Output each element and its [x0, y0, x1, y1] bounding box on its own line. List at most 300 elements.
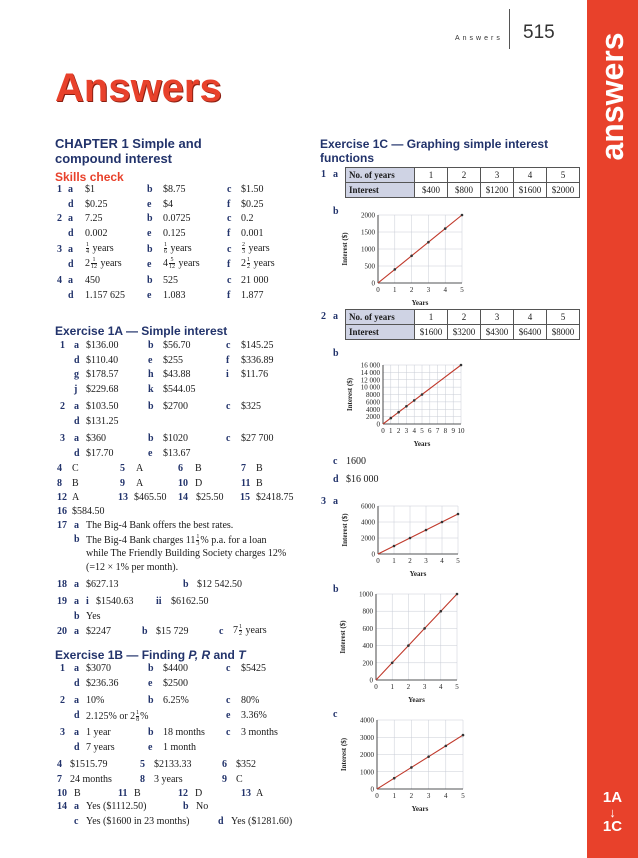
skills-cell: b [147, 184, 153, 195]
skills-cell: $8.75 [163, 184, 186, 195]
ex1a-answer: A [72, 492, 80, 503]
data-point [413, 399, 416, 402]
skills-cell: f [227, 227, 231, 239]
skills-cell: a [68, 184, 73, 195]
skills-frac-c3-numerator: 2 [242, 242, 245, 248]
range-arrow: ↓ [609, 805, 616, 820]
x-tick-label: 2 [408, 557, 412, 565]
ex1a-answer: B [195, 463, 202, 474]
interest-chart-2 [343, 357, 469, 450]
running-head: Answers [455, 35, 503, 42]
x-tick-label: 0 [376, 557, 380, 565]
y-tick-label: 1000 [361, 245, 375, 254]
ex1a-cell: d [74, 415, 80, 427]
ex1b-answer: 24 months [70, 773, 112, 785]
ex1b-cell: 3 [60, 727, 65, 738]
ex1b-answer: 3 years [154, 773, 183, 785]
skills-unit: years [90, 242, 114, 254]
ex1a-cell: $56.70 [163, 340, 191, 351]
ex1a-cell: $43.88 [163, 369, 191, 380]
ex1b-cell: e [226, 709, 231, 721]
ex1a-part: a [74, 520, 79, 531]
ex1a-q-num: 11 [241, 477, 251, 489]
interest-table-2-row [346, 325, 580, 340]
skills-cell: a [68, 244, 73, 255]
skills-cell: 0.2 [241, 213, 254, 224]
ex1b-answer: B [74, 788, 81, 799]
data-point [444, 227, 447, 230]
skills-cell: d [68, 198, 74, 210]
skills-cell: f [227, 258, 231, 270]
ex1a-q-num: 12 [57, 492, 67, 503]
ex1b-q14b: No [196, 801, 209, 812]
ex1a-part: a [74, 596, 79, 607]
ex1a-cell: e [148, 354, 153, 366]
interest-table-2-row [346, 310, 580, 325]
ex1a-cell: $27 700 [241, 433, 274, 444]
ex1b-heading-text: Exercise 1B — Finding [55, 648, 189, 662]
y-tick-label: 12 000 [360, 376, 380, 385]
interest-table-2 [345, 309, 580, 340]
interest-table-1-row [346, 183, 580, 198]
header-divider [509, 9, 510, 49]
skills-frac-f3-whole: 2 [241, 257, 246, 269]
skills-cell: $1 [85, 184, 95, 195]
ex1c-part: c [333, 456, 338, 467]
ex1b-answer: A [256, 788, 264, 799]
ex1b-cell: 18 months [163, 727, 205, 738]
ex1a-cell: c [226, 340, 231, 351]
ex1c-part: b [333, 584, 339, 595]
interest-chart-4 [336, 586, 465, 706]
ex1b-cell: b [148, 727, 154, 738]
skills-cell: b [147, 213, 153, 224]
y-tick-label: 2000 [361, 211, 375, 220]
ex1b-cell: d [74, 741, 80, 753]
ex1b-cell: c [226, 695, 231, 706]
x-tick-label: 5 [460, 286, 464, 294]
interest-table-1-cell: 4 [514, 168, 547, 183]
ex1b-cell: e [148, 741, 153, 753]
ex1a-cell: a [74, 401, 79, 412]
y-tick-label: 0 [371, 279, 375, 288]
skills-heading: Skills check [55, 170, 124, 184]
ex1a-cell: a [74, 340, 79, 351]
ex1b-answer: $1515.79 [70, 759, 108, 770]
ex1b-q-num: 8 [140, 773, 145, 785]
ex1a-q-num: 19 [57, 596, 67, 607]
data-point [397, 411, 400, 414]
data-point [407, 644, 410, 647]
ex1a-answer: B [72, 477, 79, 489]
interest-table-2-header-cell: Interest [346, 325, 415, 340]
ex1b-cell: 3 months [241, 727, 278, 738]
skills-cell: 0.125 [163, 227, 186, 239]
ex1b-cell: 10% [86, 695, 105, 706]
ex1a-answer: D [195, 477, 203, 489]
ex1a-cell: 2 [60, 401, 65, 412]
x-tick-label: 8 [443, 427, 448, 435]
y-tick-label: 400 [362, 642, 373, 651]
ex1a-cell: $2700 [163, 401, 188, 412]
interest-table-1 [345, 167, 580, 198]
ex1b-cell: 6.25% [163, 695, 189, 706]
data-point [421, 393, 424, 396]
ex1a-cell: $336.89 [241, 354, 274, 366]
y-tick-label: 6000 [366, 398, 380, 407]
ex1a-q20c [233, 624, 267, 637]
interest-chart-1 [338, 207, 470, 309]
ex1c-part: c [333, 709, 338, 720]
skills-cell: 1.877 [241, 289, 264, 301]
ex1c-q-num: 1 [321, 169, 326, 180]
skills-cell: e [147, 198, 152, 210]
ex1b-answer: $352 [236, 759, 256, 770]
x-tick-label: 4 [439, 683, 443, 691]
x-tick-label: 5 [461, 792, 465, 800]
chapter-line-2: compound interest [55, 151, 173, 166]
exercise-1a-heading: Exercise 1A — Simple interest [55, 324, 228, 338]
ex1b-q-num: 4 [57, 759, 62, 770]
ex1c-part: a [333, 496, 338, 507]
y-axis-label: Interest ($) [341, 232, 349, 266]
ex1b-cell: e [148, 677, 153, 689]
data-point [457, 513, 460, 516]
ex1a-q-num: 20 [57, 625, 67, 637]
interest-table-2-cell: 1 [415, 310, 448, 325]
skills-frac-c3-fraction [242, 242, 245, 255]
ex1a-answer: B [256, 463, 263, 474]
skills-frac-b3-fraction [164, 242, 167, 255]
y-tick-label: 3000 [360, 733, 374, 742]
x-tick-label: 1 [390, 683, 394, 691]
skills-cell: e [147, 289, 152, 301]
x-tick-label: 3 [426, 792, 431, 800]
chapter-heading [55, 136, 202, 166]
skills-cell: f [227, 289, 231, 301]
x-tick-label: 7 [435, 427, 440, 435]
exercise-1b-heading [55, 648, 246, 662]
ex1a-q-num: 18 [57, 579, 67, 590]
ex1a-answer: A [136, 463, 144, 474]
y-axis-label: Interest ($) [339, 620, 347, 654]
skills-cell: f [227, 198, 231, 210]
ex1a-q18b: $12 542.50 [197, 579, 242, 590]
skills-cell: d [68, 289, 74, 301]
skills-cell: $4 [163, 198, 173, 210]
ex1b-answer: B [134, 788, 141, 799]
skills-frac-f3-denominator: 2 [247, 263, 250, 270]
ex1a-cell: $131.25 [86, 415, 119, 427]
x-tick-label: 0 [376, 286, 380, 294]
ex1b-part: a [74, 801, 79, 812]
ex1a-part: b [74, 534, 80, 545]
skills-cell: 21 000 [241, 275, 269, 286]
y-tick-label: 600 [362, 624, 373, 633]
ex1a-q-num: 14 [178, 492, 188, 503]
ex1a-q17b-line2: while The Friendly Building Society charges 12% [86, 548, 287, 559]
skills-frac-e3-fraction [169, 257, 175, 270]
ex1a-q-num: 9 [120, 477, 125, 489]
skills-frac-c3-denominator: 3 [242, 249, 245, 255]
y-tick-label: 2000 [360, 751, 374, 759]
ex1a-q18a: $627.13 [86, 579, 119, 590]
data-point [461, 214, 464, 217]
skills-cell: e [147, 227, 152, 239]
data-point [390, 417, 393, 420]
y-tick-label: 2000 [361, 534, 375, 543]
ex1a-cell: $13.67 [163, 447, 191, 459]
page-title: Answers [55, 66, 222, 110]
ex1b-q-num: 7 [57, 773, 62, 785]
ex1a-cell: e [148, 447, 153, 459]
ex1a-q17b-line1: The Big-4 Bank charges 11 $\frac{1}{3}$ % p.a. for a loan [86, 534, 267, 547]
ex1a-q16: $584.50 [72, 506, 105, 517]
ex1a-q17b-line3: (=12 × 1% per month). [86, 562, 179, 573]
y-tick-label: 4000 [366, 405, 380, 414]
x-tick-label: 2 [409, 286, 414, 294]
ex1a-part: b [74, 610, 80, 622]
skills-cell: b [147, 275, 153, 286]
skills-cell: 1.083 [163, 289, 186, 301]
skills-cell: $1.50 [241, 184, 264, 195]
ex1a-q19ai: $1540.63 [96, 596, 134, 607]
answers-sidebar [587, 0, 638, 858]
ex1b-cell: $2500 [163, 677, 188, 689]
skills-cell: c [227, 244, 232, 255]
data-point [393, 777, 396, 780]
ex1a-q17b-fraction [196, 534, 199, 547]
ex1a-cell: 3 [60, 433, 65, 444]
ex1a-cell: g [74, 369, 79, 380]
ex1a-part: a [74, 579, 79, 590]
ex1b-heading-and: and [210, 648, 239, 662]
skills-cell: c [227, 213, 232, 224]
ex1b-part: d [218, 815, 224, 827]
data-point [440, 610, 443, 613]
ex1a-cell: $17.70 [86, 447, 114, 459]
ex1c-q2d: $16 000 [346, 474, 379, 485]
ex1a-q20b: $15 729 [156, 625, 189, 637]
skills-frac-a3-denominator: 4 [86, 249, 89, 255]
ex1b-cell: 80% [241, 695, 260, 706]
skills-cell: 7.25 [85, 213, 103, 224]
y-tick-label: 0 [376, 420, 380, 429]
ex1b-q-num: 11 [118, 788, 128, 799]
data-point [405, 405, 408, 408]
ex1a-cell: h [148, 369, 154, 380]
data-point [391, 662, 394, 665]
ex1c-heading-line-1: Exercise 1C — Graphing simple interest [320, 137, 549, 151]
ex1a-part: a [74, 625, 79, 637]
ex1b-cell: 2 [60, 695, 65, 706]
data-point [425, 529, 428, 532]
y-tick-label: 0 [369, 676, 373, 685]
skills-frac-e3-whole: 4 [163, 257, 168, 269]
interest-table-2-cell: $3200 [448, 325, 481, 340]
ex1c-heading-line-2: functions [320, 151, 374, 165]
ex1c-part: b [333, 348, 339, 359]
ex1a-q-num: 8 [57, 477, 62, 489]
skills-cell: 0.002 [85, 227, 108, 239]
ex1a-subpart: ii [156, 596, 162, 607]
skills-cell: d [68, 227, 74, 239]
ex1a-cell: k [148, 383, 154, 395]
data-point [409, 537, 412, 540]
interest-table-1-cell: $2000 [547, 183, 580, 198]
x-axis-label: Years [408, 696, 425, 704]
ex1b-answer: D [195, 788, 203, 799]
x-tick-label: 3 [404, 427, 409, 435]
ex1b-cell: c [226, 663, 231, 674]
y-axis-label: Interest ($) [346, 377, 354, 412]
skills-frac-d3-numerator: 1 [92, 256, 96, 263]
skills-cell: 0.0725 [163, 213, 191, 224]
ex1a-q20c-numerator: 1 [239, 623, 242, 630]
ex1a-cell: b [148, 433, 154, 444]
y-axis-label: Interest ($) [340, 737, 348, 772]
ex1b-cell: c [226, 727, 231, 738]
skills-frac-a3-numerator: 1 [86, 242, 89, 248]
y-tick-label: 1000 [359, 590, 373, 599]
ex1b-cell: 3.36% [241, 709, 267, 721]
ex1b-cell: 7 years [86, 741, 115, 753]
skills-cell: c [227, 184, 232, 195]
data-point [445, 745, 448, 748]
series-line [377, 735, 463, 789]
ex1a-q-num: 7 [241, 463, 246, 474]
interest-table-2-cell: $6400 [514, 325, 547, 340]
ex1b-part: b [183, 801, 189, 812]
x-tick-label: 2 [409, 792, 414, 800]
interest-table-1-cell: 5 [547, 168, 580, 183]
interest-table-1-row [346, 168, 580, 183]
y-tick-label: 0 [371, 550, 375, 559]
ex1b-q14c: Yes ($1600 in 23 months) [86, 815, 190, 827]
data-point [460, 364, 463, 367]
x-tick-label: 9 [451, 427, 455, 435]
y-tick-label: 800 [362, 607, 373, 616]
skills-unit: years [246, 242, 270, 254]
skills-cell: 450 [85, 275, 100, 286]
x-tick-label: 3 [426, 286, 431, 294]
interest-table-2-cell: 2 [448, 310, 481, 325]
ex1b-part: c [74, 815, 79, 827]
ex1a-cell: j [74, 383, 78, 395]
y-axis-label: Interest ($) [341, 513, 349, 547]
data-point [427, 755, 430, 758]
range-start: 1A [602, 789, 623, 806]
ex1c-part: a [333, 169, 338, 180]
ex1a-cell: a [74, 433, 79, 444]
ex1a-q20a: $2247 [86, 625, 111, 637]
ex1a-cell: $110.40 [86, 354, 119, 366]
ex1a-cell: 1 [60, 340, 65, 351]
skills-cell: d [68, 258, 74, 270]
ex1c-q2c: 1600 [346, 456, 366, 467]
x-tick-label: 1 [393, 286, 397, 294]
x-tick-label: 1 [392, 792, 396, 800]
ex1c-part: a [333, 311, 338, 322]
ex1b-q-num: 10 [57, 788, 67, 799]
x-tick-label: 4 [443, 286, 447, 294]
ex1b-q2d-fraction [136, 710, 139, 723]
interest-table-2-cell: $4300 [481, 325, 514, 340]
skills-frac-e3 [163, 257, 200, 270]
data-point [410, 255, 413, 258]
skills-cell: a [68, 275, 73, 286]
ex1a-cell: $103.50 [86, 401, 119, 412]
ex1a-q20c-denominator: 2 [239, 630, 242, 637]
interest-table-1-cell: $1200 [481, 183, 514, 198]
skills-frac-b3 [163, 242, 192, 255]
ex1a-cell: $136.00 [86, 340, 119, 351]
skills-frac-e3-denominator: 12 [169, 263, 175, 270]
ex1a-q-num: 17 [57, 520, 67, 531]
data-point [394, 268, 397, 271]
chapter-line-1: CHAPTER 1 Simple and [55, 136, 202, 151]
ex1a-q19b: Yes [86, 610, 101, 622]
ex1b-cell: b [148, 695, 154, 706]
data-point [423, 627, 426, 630]
skills-cell: 2 [57, 213, 62, 224]
ex1b-q14d: Yes ($1281.60) [231, 815, 293, 827]
interest-table-2-cell: $1600 [415, 325, 448, 340]
skills-frac-d3-whole: 2 [85, 257, 90, 269]
denominator: 3 [196, 541, 200, 547]
y-tick-label: 1000 [360, 768, 374, 777]
ex1a-cell: $145.25 [241, 340, 274, 351]
ex1b-cell: $5425 [241, 663, 266, 674]
range-end: 1C [602, 818, 623, 835]
interest-table-1-cell: $1600 [514, 183, 547, 198]
skills-frac-b3-denominator: 6 [164, 249, 167, 255]
skills-cell: $0.25 [85, 198, 108, 210]
ex1a-answer: A [136, 477, 144, 489]
skills-cell: $0.25 [241, 198, 264, 210]
ex1a-cell: $544.05 [163, 383, 196, 395]
ex1a-answer: $2418.75 [256, 492, 294, 503]
ex1a-cell: f [226, 354, 230, 366]
skills-cell: 3 [57, 244, 62, 255]
y-tick-label: 10 000 [360, 383, 380, 392]
ex1a-q-num: 15 [240, 492, 250, 503]
interest-chart-3 [338, 498, 466, 580]
y-tick-label: 16 000 [360, 361, 380, 370]
ex1a-cell: $255 [163, 354, 183, 366]
skills-frac-d3 [85, 257, 122, 270]
denominator: 8 [136, 716, 140, 723]
x-axis-label: Years [413, 440, 431, 448]
ex1b-q2d: 2.125% or 2 $\frac{1}{8}$ % [86, 709, 149, 723]
data-point [441, 521, 444, 524]
ex1b-cell: d [74, 709, 80, 721]
interest-table-1-header-cell: Interest [346, 183, 415, 198]
ex1b-heading-vars: P, R [188, 648, 211, 662]
x-axis-label: Years [411, 805, 429, 813]
y-tick-label: 8000 [366, 391, 380, 399]
numerator: 1 [136, 709, 140, 716]
ex1c-q-num: 2 [321, 311, 326, 322]
ex1b-q-num: 14 [57, 801, 67, 812]
ex1b-answer: $2133.33 [154, 759, 192, 770]
x-tick-label: 0 [381, 427, 385, 435]
ex1a-answer: C [72, 463, 79, 474]
skills-unit: years [168, 242, 192, 254]
skills-frac-f3 [241, 257, 275, 270]
ex1c-q-num: 3 [321, 496, 326, 507]
ex1a-cell: $1020 [163, 433, 188, 444]
